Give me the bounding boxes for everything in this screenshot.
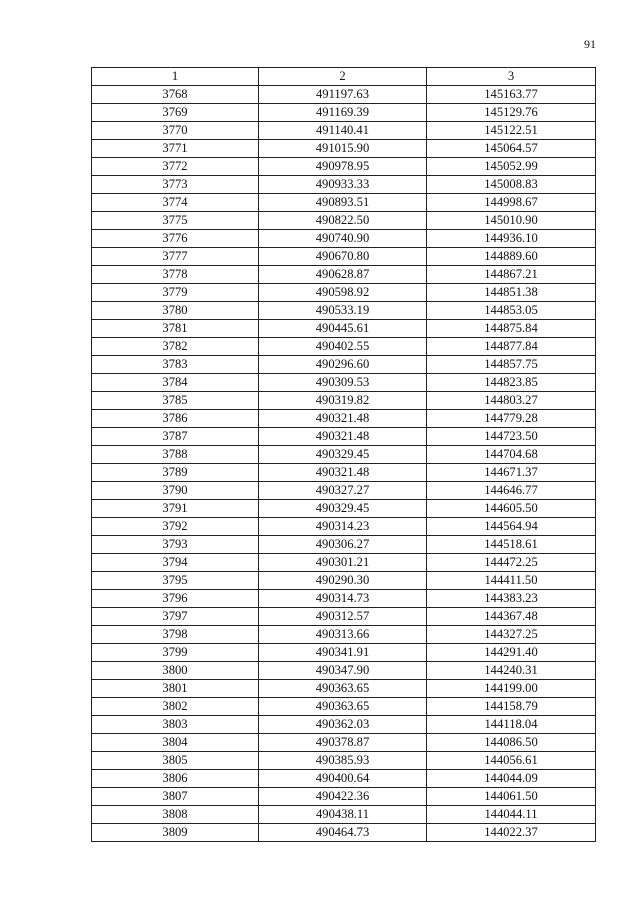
table-row bbox=[92, 320, 596, 338]
point-number-cell: 3793 bbox=[92, 536, 259, 554]
table-row bbox=[92, 356, 596, 374]
x-coordinate-cell: 490321.48 bbox=[259, 428, 427, 446]
y-coordinate-cell: 144704.68 bbox=[427, 446, 596, 464]
table-row bbox=[92, 140, 596, 158]
table-header-row bbox=[92, 68, 596, 86]
table-row bbox=[92, 122, 596, 140]
x-coordinate-cell: 490378.87 bbox=[259, 734, 427, 752]
x-coordinate-cell: 490329.45 bbox=[259, 500, 427, 518]
table-row bbox=[92, 698, 596, 716]
x-coordinate-cell: 490321.48 bbox=[259, 464, 427, 482]
x-coordinate-cell: 490893.51 bbox=[259, 194, 427, 212]
table-row bbox=[92, 626, 596, 644]
x-coordinate-cell: 490740.90 bbox=[259, 230, 427, 248]
table-row bbox=[92, 230, 596, 248]
x-coordinate-cell: 490628.87 bbox=[259, 266, 427, 284]
x-coordinate-cell: 490933.33 bbox=[259, 176, 427, 194]
point-number-cell: 3800 bbox=[92, 662, 259, 680]
point-number-cell: 3792 bbox=[92, 518, 259, 536]
y-coordinate-cell: 144367.48 bbox=[427, 608, 596, 626]
point-number-cell: 3805 bbox=[92, 752, 259, 770]
table-row bbox=[92, 572, 596, 590]
y-coordinate-cell: 144240.31 bbox=[427, 662, 596, 680]
table-row bbox=[92, 338, 596, 356]
y-coordinate-cell: 144875.84 bbox=[427, 320, 596, 338]
y-coordinate-cell: 144472.25 bbox=[427, 554, 596, 572]
y-coordinate-cell: 144646.77 bbox=[427, 482, 596, 500]
y-coordinate-cell: 145008.83 bbox=[427, 176, 596, 194]
table-row bbox=[92, 734, 596, 752]
point-number-cell: 3770 bbox=[92, 122, 259, 140]
point-number-cell: 3780 bbox=[92, 302, 259, 320]
point-number-cell: 3795 bbox=[92, 572, 259, 590]
table-row bbox=[92, 752, 596, 770]
table-row bbox=[92, 536, 596, 554]
point-number-cell: 3774 bbox=[92, 194, 259, 212]
y-coordinate-cell: 144803.27 bbox=[427, 392, 596, 410]
point-number-cell: 3803 bbox=[92, 716, 259, 734]
table-row bbox=[92, 590, 596, 608]
x-coordinate-cell: 490822.50 bbox=[259, 212, 427, 230]
y-coordinate-cell: 144877.84 bbox=[427, 338, 596, 356]
point-number-cell: 3809 bbox=[92, 824, 259, 842]
point-number-cell: 3776 bbox=[92, 230, 259, 248]
table-row bbox=[92, 86, 596, 104]
table-row bbox=[92, 500, 596, 518]
table-row bbox=[92, 248, 596, 266]
x-coordinate-cell: 490306.27 bbox=[259, 536, 427, 554]
table-row bbox=[92, 680, 596, 698]
y-coordinate-cell: 144998.67 bbox=[427, 194, 596, 212]
point-number-cell: 3778 bbox=[92, 266, 259, 284]
point-number-cell: 3787 bbox=[92, 428, 259, 446]
y-coordinate-cell: 144383.23 bbox=[427, 590, 596, 608]
table-row bbox=[92, 176, 596, 194]
column-header: 3 bbox=[427, 68, 596, 86]
x-coordinate-cell: 490385.93 bbox=[259, 752, 427, 770]
y-coordinate-cell: 144889.60 bbox=[427, 248, 596, 266]
y-coordinate-cell: 144199.00 bbox=[427, 680, 596, 698]
table-row bbox=[92, 446, 596, 464]
y-coordinate-cell: 144411.50 bbox=[427, 572, 596, 590]
point-number-cell: 3797 bbox=[92, 608, 259, 626]
table-body bbox=[92, 86, 596, 842]
x-coordinate-cell: 490314.73 bbox=[259, 590, 427, 608]
point-number-cell: 3781 bbox=[92, 320, 259, 338]
y-coordinate-cell: 144853.05 bbox=[427, 302, 596, 320]
y-coordinate-cell: 144671.37 bbox=[427, 464, 596, 482]
table-row bbox=[92, 104, 596, 122]
x-coordinate-cell: 490347.90 bbox=[259, 662, 427, 680]
table-row bbox=[92, 770, 596, 788]
y-coordinate-cell: 144851.38 bbox=[427, 284, 596, 302]
point-number-cell: 3777 bbox=[92, 248, 259, 266]
x-coordinate-cell: 490670.80 bbox=[259, 248, 427, 266]
y-coordinate-cell: 144779.28 bbox=[427, 410, 596, 428]
table-row bbox=[92, 644, 596, 662]
table-row bbox=[92, 608, 596, 626]
table-row bbox=[92, 266, 596, 284]
table-row bbox=[92, 428, 596, 446]
x-coordinate-cell: 491169.39 bbox=[259, 104, 427, 122]
x-coordinate-cell: 490438.11 bbox=[259, 806, 427, 824]
x-coordinate-cell: 490445.61 bbox=[259, 320, 427, 338]
y-coordinate-cell: 144044.09 bbox=[427, 770, 596, 788]
y-coordinate-cell: 145064.57 bbox=[427, 140, 596, 158]
point-number-cell: 3773 bbox=[92, 176, 259, 194]
x-coordinate-cell: 490321.48 bbox=[259, 410, 427, 428]
y-coordinate-cell: 145010.90 bbox=[427, 212, 596, 230]
table-row bbox=[92, 194, 596, 212]
table-row bbox=[92, 662, 596, 680]
y-coordinate-cell: 144857.75 bbox=[427, 356, 596, 374]
y-coordinate-cell: 144086.50 bbox=[427, 734, 596, 752]
table-row bbox=[92, 482, 596, 500]
point-number-cell: 3775 bbox=[92, 212, 259, 230]
point-number-cell: 3783 bbox=[92, 356, 259, 374]
y-coordinate-cell: 144867.21 bbox=[427, 266, 596, 284]
point-number-cell: 3796 bbox=[92, 590, 259, 608]
point-number-cell: 3806 bbox=[92, 770, 259, 788]
point-number-cell: 3808 bbox=[92, 806, 259, 824]
y-coordinate-cell: 145163.77 bbox=[427, 86, 596, 104]
x-coordinate-cell: 491197.63 bbox=[259, 86, 427, 104]
point-number-cell: 3768 bbox=[92, 86, 259, 104]
x-coordinate-cell: 490400.64 bbox=[259, 770, 427, 788]
page-number: 91 bbox=[584, 37, 596, 51]
y-coordinate-cell: 144823.85 bbox=[427, 374, 596, 392]
point-number-cell: 3802 bbox=[92, 698, 259, 716]
table-row bbox=[92, 824, 596, 842]
point-number-cell: 3784 bbox=[92, 374, 259, 392]
column-header: 2 bbox=[259, 68, 427, 86]
y-coordinate-cell: 144327.25 bbox=[427, 626, 596, 644]
point-number-cell: 3785 bbox=[92, 392, 259, 410]
point-number-cell: 3769 bbox=[92, 104, 259, 122]
point-number-cell: 3779 bbox=[92, 284, 259, 302]
point-number-cell: 3786 bbox=[92, 410, 259, 428]
point-number-cell: 3790 bbox=[92, 482, 259, 500]
x-coordinate-cell: 490422.36 bbox=[259, 788, 427, 806]
x-coordinate-cell: 490363.65 bbox=[259, 698, 427, 716]
table-row bbox=[92, 302, 596, 320]
y-coordinate-cell: 144118.04 bbox=[427, 716, 596, 734]
x-coordinate-cell: 490312.57 bbox=[259, 608, 427, 626]
x-coordinate-cell: 490533.19 bbox=[259, 302, 427, 320]
table-row bbox=[92, 392, 596, 410]
point-number-cell: 3807 bbox=[92, 788, 259, 806]
y-coordinate-cell: 144936.10 bbox=[427, 230, 596, 248]
y-coordinate-cell: 145122.51 bbox=[427, 122, 596, 140]
point-number-cell: 3791 bbox=[92, 500, 259, 518]
table-row bbox=[92, 410, 596, 428]
x-coordinate-cell: 490290.30 bbox=[259, 572, 427, 590]
y-coordinate-cell: 145052.99 bbox=[427, 158, 596, 176]
point-number-cell: 3799 bbox=[92, 644, 259, 662]
table-row bbox=[92, 716, 596, 734]
point-number-cell: 3798 bbox=[92, 626, 259, 644]
x-coordinate-cell: 490309.53 bbox=[259, 374, 427, 392]
coordinates-table bbox=[91, 67, 596, 842]
x-coordinate-cell: 491015.90 bbox=[259, 140, 427, 158]
column-header: 1 bbox=[92, 68, 259, 86]
y-coordinate-cell: 144044.11 bbox=[427, 806, 596, 824]
x-coordinate-cell: 491140.41 bbox=[259, 122, 427, 140]
x-coordinate-cell: 490978.95 bbox=[259, 158, 427, 176]
table-row bbox=[92, 212, 596, 230]
x-coordinate-cell: 490363.65 bbox=[259, 680, 427, 698]
y-coordinate-cell: 144056.61 bbox=[427, 752, 596, 770]
table-row bbox=[92, 374, 596, 392]
table-row bbox=[92, 464, 596, 482]
table-row bbox=[92, 788, 596, 806]
point-number-cell: 3789 bbox=[92, 464, 259, 482]
x-coordinate-cell: 490319.82 bbox=[259, 392, 427, 410]
x-coordinate-cell: 490341.91 bbox=[259, 644, 427, 662]
x-coordinate-cell: 490327.27 bbox=[259, 482, 427, 500]
point-number-cell: 3804 bbox=[92, 734, 259, 752]
x-coordinate-cell: 490402.55 bbox=[259, 338, 427, 356]
y-coordinate-cell: 144605.50 bbox=[427, 500, 596, 518]
table-row bbox=[92, 158, 596, 176]
table-row bbox=[92, 806, 596, 824]
point-number-cell: 3782 bbox=[92, 338, 259, 356]
point-number-cell: 3794 bbox=[92, 554, 259, 572]
y-coordinate-cell: 144291.40 bbox=[427, 644, 596, 662]
table-row bbox=[92, 284, 596, 302]
y-coordinate-cell: 144518.61 bbox=[427, 536, 596, 554]
x-coordinate-cell: 490313.66 bbox=[259, 626, 427, 644]
y-coordinate-cell: 144723.50 bbox=[427, 428, 596, 446]
y-coordinate-cell: 144022.37 bbox=[427, 824, 596, 842]
y-coordinate-cell: 144061.50 bbox=[427, 788, 596, 806]
x-coordinate-cell: 490362.03 bbox=[259, 716, 427, 734]
point-number-cell: 3788 bbox=[92, 446, 259, 464]
x-coordinate-cell: 490296.60 bbox=[259, 356, 427, 374]
table-row bbox=[92, 518, 596, 536]
x-coordinate-cell: 490598.92 bbox=[259, 284, 427, 302]
point-number-cell: 3801 bbox=[92, 680, 259, 698]
x-coordinate-cell: 490329.45 bbox=[259, 446, 427, 464]
point-number-cell: 3771 bbox=[92, 140, 259, 158]
y-coordinate-cell: 144158.79 bbox=[427, 698, 596, 716]
table-row bbox=[92, 554, 596, 572]
x-coordinate-cell: 490314.23 bbox=[259, 518, 427, 536]
x-coordinate-cell: 490301.21 bbox=[259, 554, 427, 572]
x-coordinate-cell: 490464.73 bbox=[259, 824, 427, 842]
y-coordinate-cell: 144564.94 bbox=[427, 518, 596, 536]
point-number-cell: 3772 bbox=[92, 158, 259, 176]
y-coordinate-cell: 145129.76 bbox=[427, 104, 596, 122]
